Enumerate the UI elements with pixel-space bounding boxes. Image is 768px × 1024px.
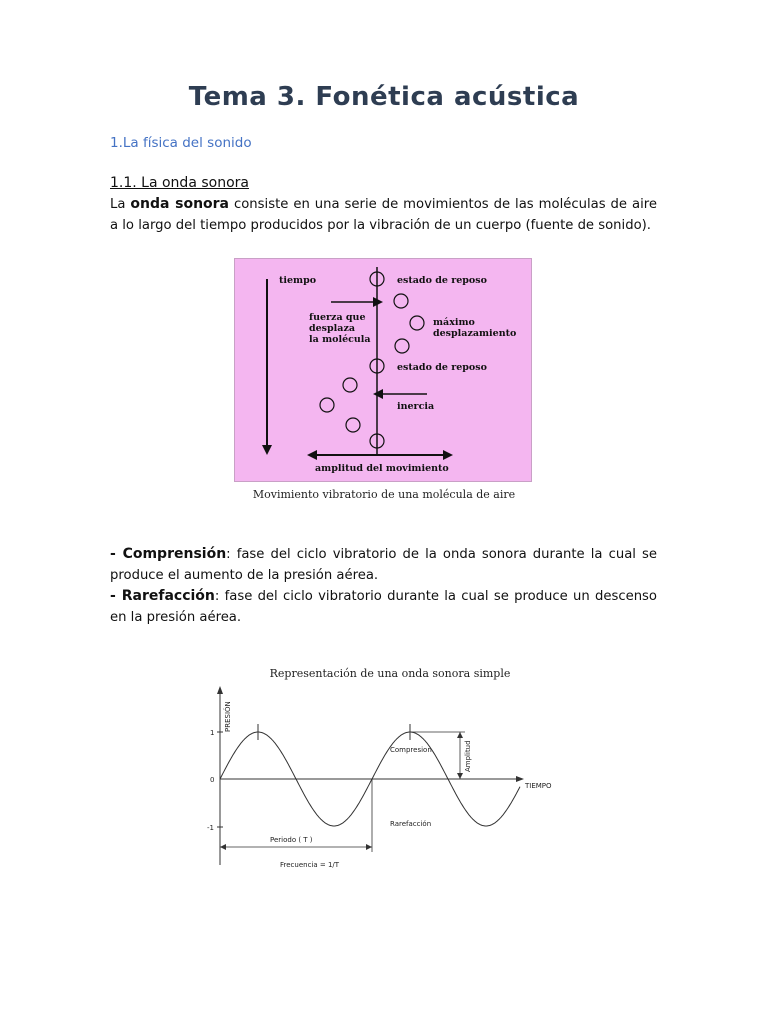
label-maximo-1: máximo <box>433 317 475 328</box>
label-fuerza-1: fuerza que <box>309 312 366 323</box>
intro-paragraph <box>110 194 657 236</box>
label-fuerza-3: la molécula <box>309 334 371 345</box>
page-title: Tema 3. Fonética acústica <box>188 82 580 112</box>
subsection-heading: 1.1. La onda sonora <box>110 175 249 191</box>
rarefaccion-term: - Rarefacción <box>110 588 215 604</box>
tick-1: 1 <box>210 729 215 737</box>
frecuencia-label: Frecuencia = 1/T <box>280 861 340 869</box>
compresion-term: - Comprensión <box>110 546 227 562</box>
tick-0: 0 <box>210 776 215 784</box>
rarefaccion-text: : fase del ciclo vibratorio durante la cual se produce un descenso en la presión aérea. <box>110 589 657 625</box>
label-tiempo: tiempo <box>279 275 317 286</box>
rarefaccion-paragraph <box>110 586 657 628</box>
compresion-label: Compresion <box>390 746 432 754</box>
label-reposo-2: estado de reposo <box>397 362 487 373</box>
x-axis-label: TIEMPO <box>525 782 552 790</box>
label-amplitud: amplitud del movimiento <box>315 463 449 474</box>
tick-neg1: -1 <box>207 824 214 832</box>
figure1-caption: Movimiento vibratorio de una molécula de aire <box>252 488 516 501</box>
periodo-label: Periodo ( T ) <box>270 836 313 844</box>
amplitud-label: Amplitud <box>464 740 472 772</box>
intro-prefix: La <box>110 197 131 212</box>
intro-bold-term: onda sonora <box>130 196 230 212</box>
y-axis-label: PRESIÓN <box>224 701 232 732</box>
rarefaccion-label: Rarefacción <box>390 820 432 828</box>
label-inercia: inercia <box>397 401 435 412</box>
label-reposo-1: estado de reposo <box>397 275 487 286</box>
figure2-title: Representación de una onda sonora simple <box>269 667 511 680</box>
compresion-paragraph <box>110 544 657 586</box>
intro-text: consiste en una serie de movimientos de las moléculas de aire a lo largo del tiempo producidos por la vibración de un cuerpo (fuente de sonido). <box>110 197 657 233</box>
label-maximo-2: desplazamiento <box>433 328 517 339</box>
section-heading: 1.La física del sonido <box>110 135 252 151</box>
vibration-figure <box>234 258 532 482</box>
compresion-text: : fase del ciclo vibratorio de la onda sonora durante la cual se produce el aumento de la presión aérea. <box>110 547 657 583</box>
label-fuerza-2: desplaza <box>309 323 355 334</box>
wave-figure <box>200 660 580 875</box>
